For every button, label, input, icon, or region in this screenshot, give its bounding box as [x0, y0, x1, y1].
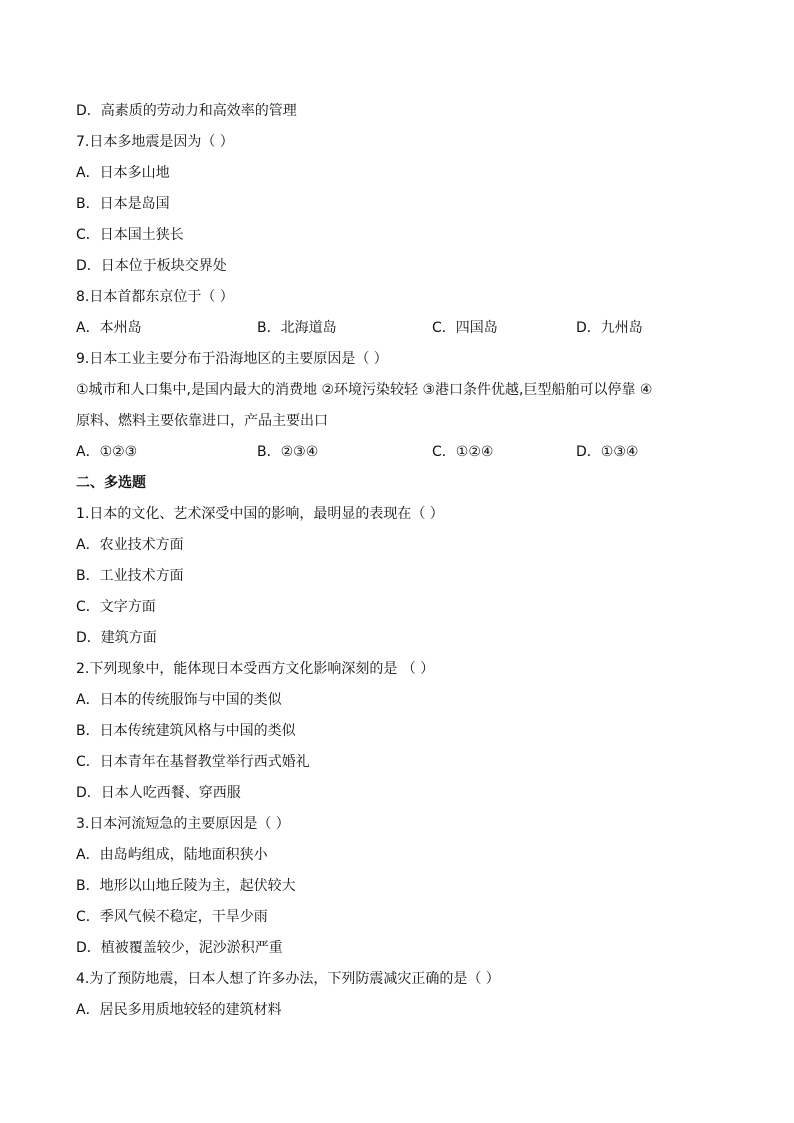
q8-option-b: B．北海道岛	[257, 320, 337, 336]
m1-option-c: C．文字方面	[76, 599, 156, 615]
q9-option-b: B．②③④	[257, 444, 319, 460]
m2-option-b: B．日本传统建筑风格与中国的类似	[76, 723, 296, 739]
q9-option-c: C．①②④	[432, 444, 494, 460]
m2-option-d: D．日本人吃西餐、穿西服	[76, 785, 241, 801]
m2-option-c: C．日本青年在基督教堂举行西式婚礼	[76, 754, 310, 770]
q7-option-a: A．日本多山地	[76, 165, 170, 181]
q7-option-c: C．日本国土狭长	[76, 227, 184, 243]
q9-options-row	[76, 437, 726, 468]
q8-option-a: A．本州岛	[76, 320, 142, 336]
document-page	[76, 96, 726, 1026]
q9-body-line-2: 原料、燃料主要依靠进口，产品主要出口	[76, 413, 328, 429]
m4-stem: 4.为了预防地震，日本人想了许多办法，下列防震减灾正确的是（ ）	[76, 971, 500, 987]
m4-option-a: A．居民多用质地较轻的建筑材料	[76, 1002, 282, 1018]
m2-option-a: A．日本的传统服饰与中国的类似	[76, 692, 282, 708]
q9-option-a: A．①②③	[76, 444, 138, 460]
q8-stem: 8.日本首都东京位于（ ）	[76, 289, 234, 305]
q9-option-d: D．①③④	[576, 444, 639, 460]
m3-option-b: B．地形以山地丘陵为主，起伏较大	[76, 878, 296, 894]
q9-stem: 9.日本工业主要分布于沿海地区的主要原因是（ ）	[76, 351, 388, 367]
m3-stem: 3.日本河流短急的主要原因是（ ）	[76, 816, 290, 832]
q7-option-d: D．日本位于板块交界处	[76, 258, 227, 274]
section-title-multiple-choice: 二、多选题	[76, 475, 146, 491]
m1-option-a: A．农业技术方面	[76, 537, 184, 553]
m2-stem: 2.下列现象中，能体现日本受西方文化影响深刻的是 （ ）	[76, 661, 435, 677]
q7-stem: 7.日本多地震是因为（ ）	[76, 134, 234, 150]
q8-options-row	[76, 313, 726, 344]
m3-option-c: C．季风气候不稳定，干旱少雨	[76, 909, 268, 925]
m3-option-d: D．植被覆盖较少，泥沙淤积严重	[76, 940, 283, 956]
m3-option-a: A．由岛屿组成，陆地面积狭小	[76, 847, 268, 863]
q8-option-d: D．九州岛	[576, 320, 643, 336]
q6-option-d: D．高素质的劳动力和高效率的管理	[76, 103, 297, 119]
q9-body-line-1: ①城市和人口集中,是国内最大的消费地 ②环境污染较轻 ③港口条件优越,巨型船舶可以停靠 ④	[76, 382, 653, 398]
m1-option-d: D．建筑方面	[76, 630, 157, 646]
m1-option-b: B．工业技术方面	[76, 568, 184, 584]
q8-option-c: C．四国岛	[432, 320, 498, 336]
m1-stem: 1.日本的文化、艺术深受中国的影响，最明显的表现在（ ）	[76, 506, 444, 522]
q7-option-b: B．日本是岛国	[76, 196, 170, 212]
